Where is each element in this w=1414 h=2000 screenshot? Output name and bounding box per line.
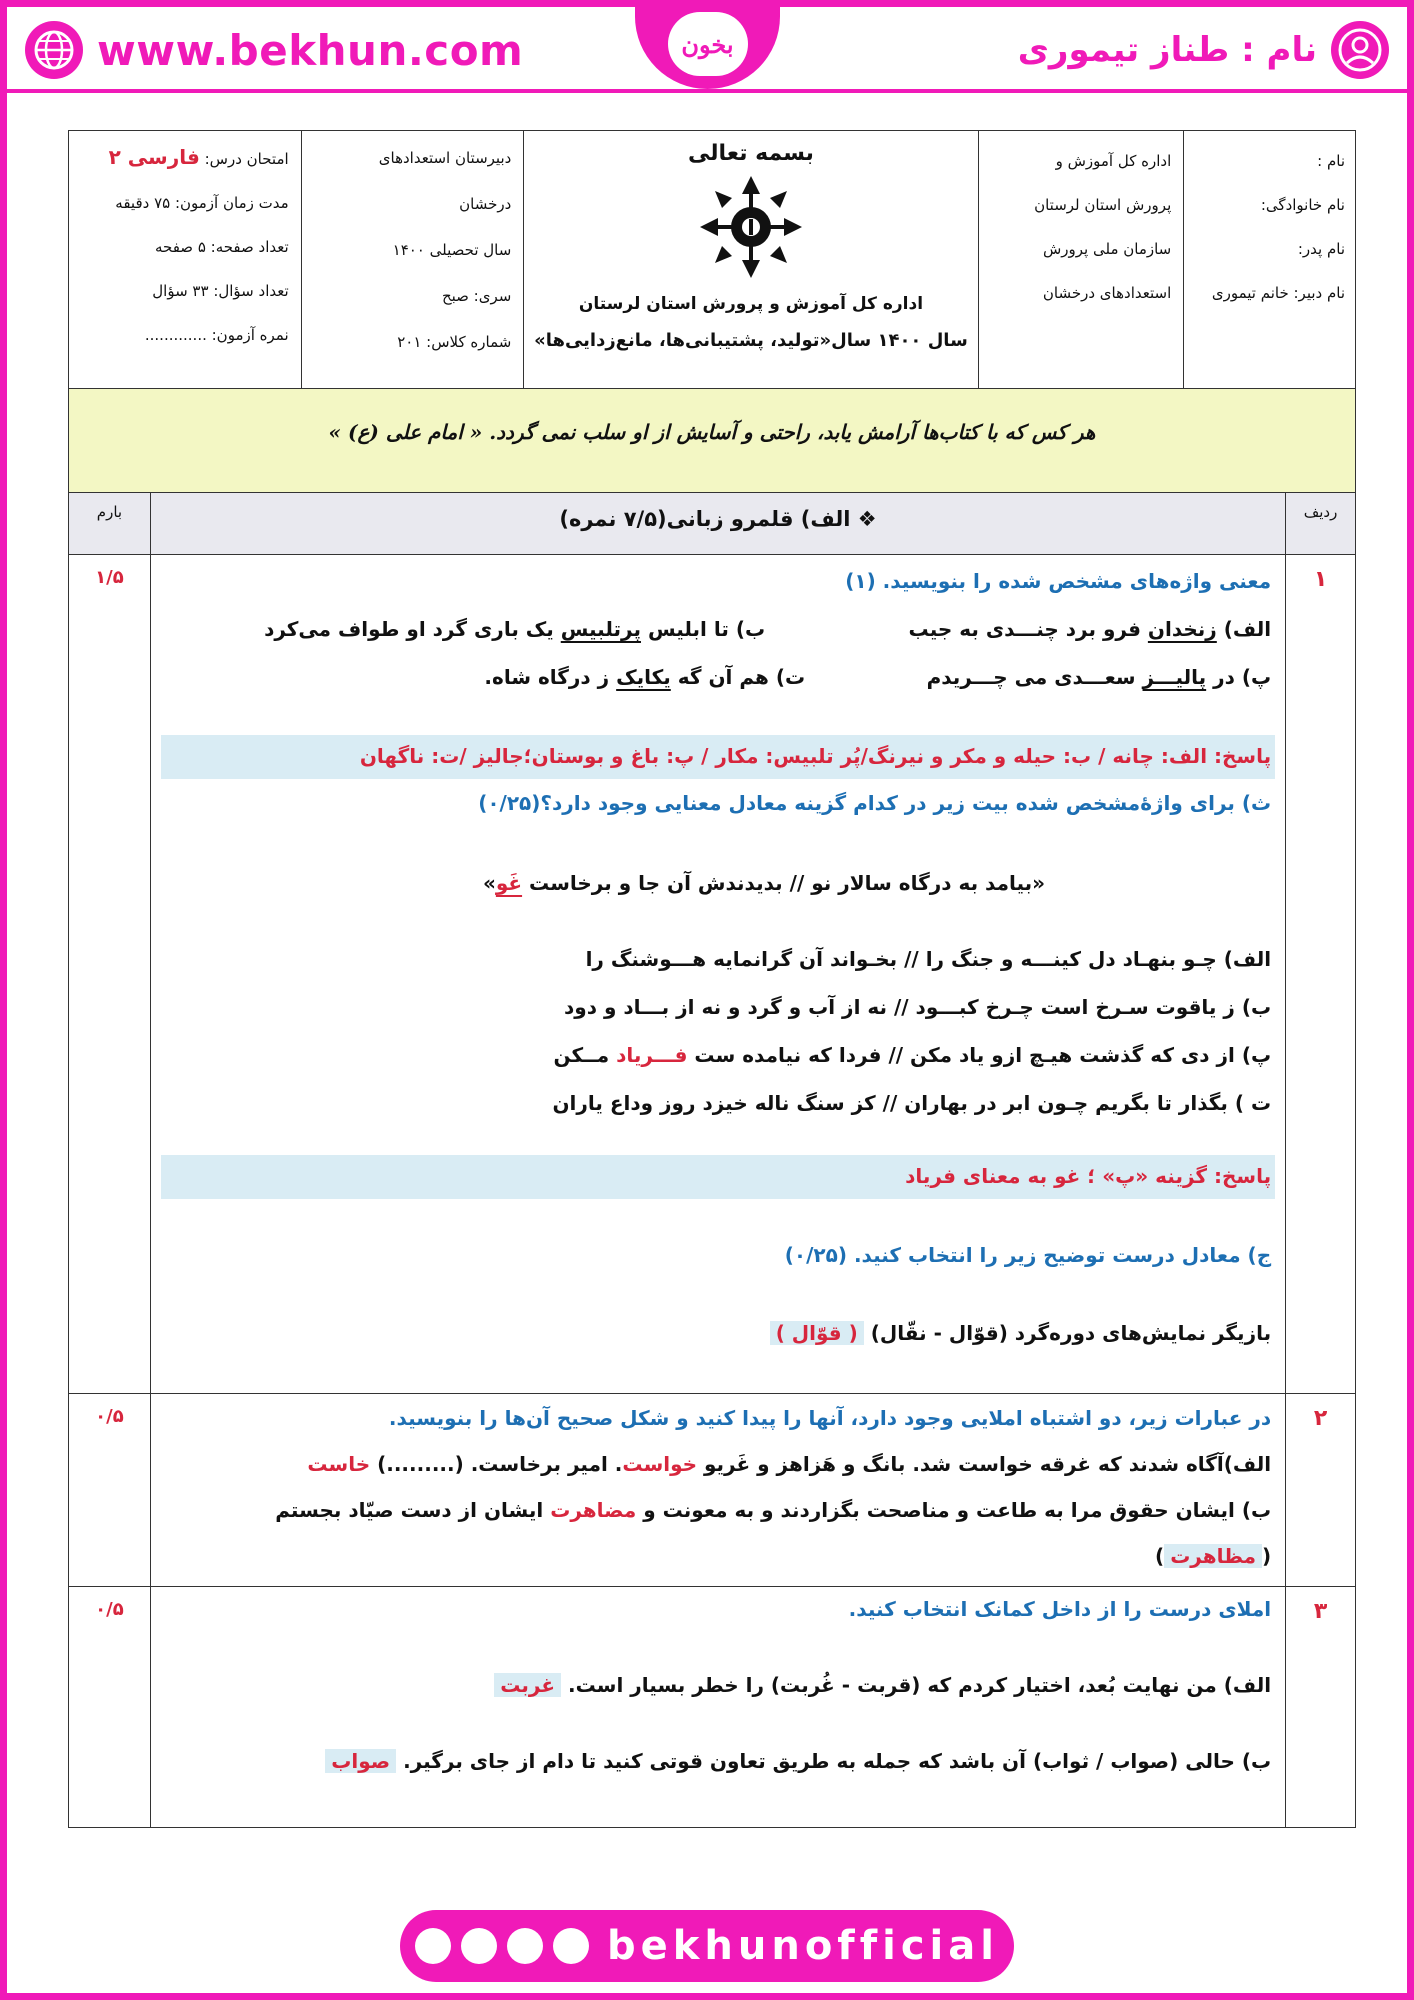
exam-line: مدت زمان آزمون: ۷۵ دقیقه	[115, 194, 289, 212]
emblem-icon	[696, 172, 806, 282]
exam-line: تعداد صفحه: ۵ صفحه	[154, 238, 289, 256]
student-label: نام : طناز تیموری	[1017, 30, 1317, 70]
highlighted-word: غَو	[495, 871, 523, 895]
question-score: ۰/۵	[95, 1599, 124, 1620]
answer-word: مظاهرت	[1164, 1544, 1262, 1568]
school-line: شماره کلاس: ۲۰۱	[397, 333, 512, 351]
hadith-quote: هر کس که با کتاب‌ها آرامش یابد، راحتی و آسایش از او سلب نمی گردد. « امام علی (ع) »	[328, 419, 1096, 444]
question-number: ۱	[1285, 555, 1355, 1393]
teacher-field: نام دبیر: خانم تیموری	[1211, 284, 1345, 302]
brand-logo	[635, 0, 780, 89]
question-number: ۳	[1285, 1587, 1355, 1827]
j-line: بازیگر نمایش‌های دوره‌گرد (قوّال - نقّال) ( قوّال )	[770, 1321, 1271, 1345]
subject-line	[81, 135, 289, 181]
school-line: سال تحصیلی ۱۴۰۰	[392, 241, 512, 259]
answer-word: صواب	[325, 1749, 396, 1773]
globe-icon	[25, 21, 83, 79]
line-b: ب) حالی (صواب / ثواب) آن باشد که جمله به طریق تعاون قوتی کنید تا دام از جای برگیر. صواب	[325, 1749, 1271, 1773]
exam-info-row	[69, 131, 1355, 389]
option-a: الف) چـو بنهـاد دل کینـــه و جنگ را // بخـواند آن گرانمایه هـــوشنگ را	[585, 947, 1272, 971]
answer-highlight: ( قوّال )	[770, 1321, 864, 1345]
line-a: الف) من نهایت بُعد، اختیار کردم که (قربت - غُربت) را خطر بسیار است. غربت	[494, 1673, 1271, 1697]
line-a: الف)آگاه شدند که غرقه خواست شد. بانگ و هَزاهز و غَریو خواست. امیر برخاست. (.........) خاست	[307, 1452, 1272, 1476]
question-title: در عبارات زیر، دو اشتباه املایی وجود دارد، آنها را پیدا کنید و شکل صحیح آن‌ها را بنویسید.	[388, 1406, 1272, 1430]
department: اداره کل آموزش و پرورش استان لرستان	[578, 294, 924, 314]
family-field: نام خانوادگی:	[1260, 196, 1345, 214]
error-word: مضاهرت	[550, 1498, 637, 1522]
line-a: الف) زنخدان فرو برد چنـــدی به جیب	[908, 617, 1272, 641]
answer-word: غربت	[494, 1673, 561, 1697]
social-handle: bekhunofficial	[607, 1923, 999, 1969]
student-name	[1018, 21, 1389, 79]
office-line: اداره کل آموزش و	[1055, 152, 1172, 170]
underlined-word: یکایک	[616, 665, 671, 689]
basmala: بسمه تعالی	[688, 141, 814, 166]
section-title-cell	[150, 493, 1285, 554]
question-row	[69, 1587, 1355, 1827]
option-b: ب) ز یاقوت سـرخ است چـرخ کبـــود // نه از آب و گرد و نه از بـــاد و دود	[564, 995, 1272, 1019]
school-cell	[301, 131, 524, 388]
site-url: www.bekhun.com	[97, 25, 524, 75]
underlined-word: زنخدان	[1147, 617, 1217, 641]
office-line: پرورش استان لرستان	[1034, 196, 1172, 214]
question-row	[69, 1394, 1355, 1587]
question-title: املای درست را از داخل کمانک انتخاب کنید.	[848, 1597, 1272, 1621]
year-slogan: سال ۱۴۰۰ سال«تولید، پشتیبانی‌ها، مانع‌زدایی‌ها»	[534, 330, 968, 351]
answer-box	[161, 735, 1275, 779]
office-line: سازمان ملی پرورش	[1042, 240, 1172, 258]
footer-social-bar[interactable]	[400, 1910, 1014, 1982]
user-icon	[1331, 21, 1389, 79]
section-title: ❖ الف) قلمرو زبانی(۷/۵ نمره)	[559, 507, 877, 531]
error-word: خواست	[622, 1452, 698, 1476]
father-field: نام پدر:	[1297, 240, 1345, 258]
answer-text: پاسخ: گزینه «پ» ؛ غو به معنای فریاد	[905, 1164, 1272, 1188]
site-link[interactable]	[25, 21, 523, 79]
line-b-answer: (مظاهرت)	[1155, 1544, 1272, 1568]
aparat-icon[interactable]	[415, 1928, 451, 1964]
option-p: پ) از دی که گذشت هیـچ ازو یاد مکن // فردا که نیامده ست فـــریاد مــکن	[553, 1043, 1272, 1067]
answer-word: خاست	[307, 1452, 371, 1476]
sub-question-j: ج) معادل درست توضیح زیر را انتخاب کنید. (۰/۲۵)	[784, 1243, 1272, 1267]
verse: «بیامد به درگاه سالار نو // بدیدندش آن جا و برخاست غَو»	[482, 871, 1046, 895]
school-line: سری: صبح	[441, 287, 512, 305]
highlighted-word: فـــریاد	[616, 1043, 688, 1067]
office-cell	[978, 131, 1184, 388]
school-line: دبیرستان استعدادهای	[378, 149, 512, 167]
exam-table	[68, 130, 1356, 1828]
underlined-word: پرتلبیس	[560, 617, 641, 641]
exam-line: نمره آزمون: .............	[144, 326, 289, 344]
sub-question-th: ث) برای واژۀمشخص شده بیت زیر در کدام گزینه معادل معنایی وجود دارد؟(۰/۲۵)	[478, 791, 1272, 815]
telegram-icon[interactable]	[507, 1928, 543, 1964]
option-t: ت ) بگذار تا بگریم چـون ابر در بهاران // کز سنگ ناله خیزد روز وداع یاران	[552, 1091, 1272, 1115]
barom-header: بارم	[96, 503, 123, 521]
section-header	[69, 493, 1355, 555]
subject-value: فارسی ۲	[108, 145, 200, 169]
exam-details-cell	[69, 131, 301, 388]
question-score: ۱/۵	[95, 567, 124, 588]
underlined-word: پالیـــز	[1142, 665, 1207, 689]
header-bar	[7, 7, 1407, 92]
question-row	[69, 555, 1355, 1394]
subject-label: امتحان درس:	[204, 150, 289, 168]
question-number: ۲	[1285, 1394, 1355, 1586]
quote-banner	[69, 389, 1355, 493]
school-line: درخشان	[459, 195, 512, 213]
instagram-icon[interactable]	[553, 1928, 589, 1964]
question-score: ۰/۵	[95, 1406, 124, 1427]
exam-line: تعداد سؤال: ۳۳ سؤال	[152, 282, 289, 300]
student-fields	[1183, 131, 1355, 388]
line-p: پ) در پالیـــز سعـــدی می چـــریدم	[926, 665, 1272, 689]
line-t: ت) هم آن گه یکایک ز درگاه شاه.	[484, 665, 806, 689]
header-divider	[7, 89, 1407, 93]
name-field: نام :	[1317, 152, 1345, 170]
question-title: معنی واژه‌های مشخص شده را بنویسید. (۱)	[845, 569, 1272, 593]
office-line: استعدادهای درخشان	[1042, 284, 1172, 302]
social-icons	[415, 1928, 589, 1964]
youtube-icon[interactable]	[461, 1928, 497, 1964]
radif-header: ردیف	[1285, 493, 1355, 554]
question-body	[150, 1394, 1285, 1586]
answer-box	[161, 1155, 1275, 1199]
header-center-cell	[523, 131, 977, 388]
question-body	[150, 555, 1285, 1393]
line-b: ب) تا ابلیس پرتلبیس یک باری گرد او طواف می‌کرد	[264, 617, 766, 641]
answer-text: پاسخ: الف: چانه / ب: حیله و مکر و نیرنگ/پُر تلبیس: مکار / پ: باغ و بوستان؛جالیز /ت: ناگهان	[359, 744, 1272, 768]
logo-text: بخون	[668, 12, 748, 76]
question-body	[150, 1587, 1285, 1827]
line-b: ب) ایشان حقوق مرا به طاعت و مناصحت بگزاردند و به معونت و مضاهرت ایشان از دست صیّاد بجستم	[275, 1498, 1272, 1522]
